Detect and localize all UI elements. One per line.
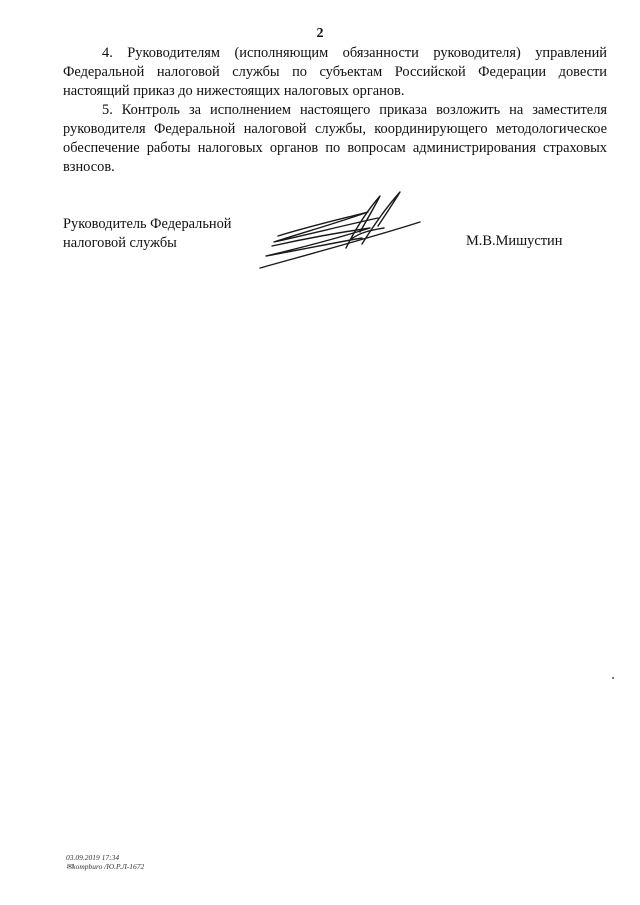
paragraph-5 <box>63 101 607 177</box>
footer-stamp <box>66 853 144 871</box>
handwritten-signature <box>250 188 430 273</box>
signatory-title <box>63 215 232 253</box>
paragraph-4 <box>63 44 607 101</box>
mail-icon: ✉ <box>66 862 73 871</box>
paragraph-5-text: 5. Контроль за исполнением настоящего приказа возложить на заместителя руководителя Федеральной налоговой службы, координирующего методологическое обеспечение работы налоговых органов по вопросам администрирования страховых взносов. <box>63 102 607 175</box>
signatory-title-line2: налоговой службы <box>63 235 177 251</box>
scan-speck <box>612 677 614 679</box>
signatory-name: М.В.Мишустин <box>466 233 563 249</box>
footer-reference-text: kompburo /Ю.Р.Л-1672 <box>72 862 145 871</box>
footer-timestamp: 03.09.2019 17:34 <box>66 853 120 862</box>
footer-reference <box>66 862 144 871</box>
page-number: 2 <box>316 26 324 41</box>
paragraph-4-text: 4. Руководителям (исполняющим обязанности руководителя) управлений Федеральной налоговой службы по субъектам Российской Федерации довести настоящий приказ до нижестоящих налоговых органов. <box>63 45 607 99</box>
signatory-title-line1: Руководитель Федеральной <box>63 216 232 232</box>
